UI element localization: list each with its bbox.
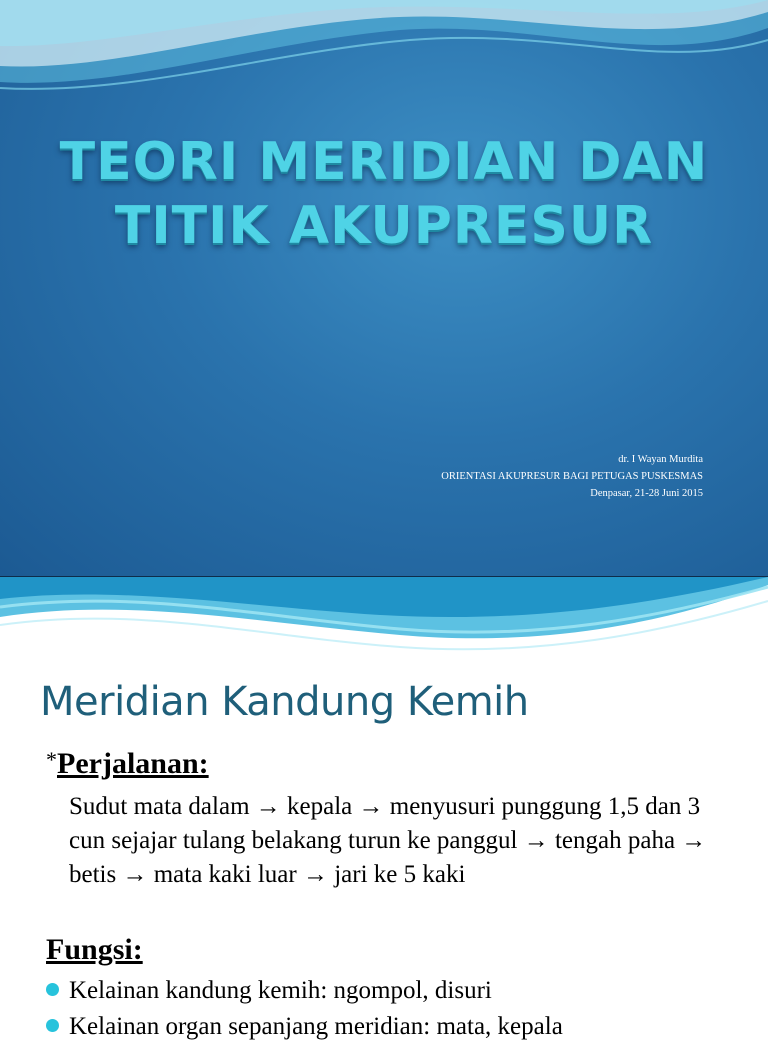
path-description: Sudut mata dalam → kepala → menyusuri punggung 1,5 dan 3 cun sejajar tulang belakang turun ke panggul → tengah paha → betis → mata kaki luar → jari ke 5 kaki — [69, 793, 707, 888]
bullet-icon — [46, 1019, 59, 1032]
slide-heading: Meridian Kandung Kemih — [40, 679, 529, 725]
presenter-info — [441, 451, 703, 502]
bullet-icon — [46, 983, 59, 996]
place-date: Denpasar, 21-28 Juni 2015 — [590, 488, 703, 499]
path-heading — [46, 747, 209, 781]
content-slide — [0, 577, 768, 1040]
list-item — [46, 977, 492, 1005]
title-line-1: TEORI MERIDIAN DAN — [59, 132, 709, 192]
event-name: ORIENTASI AKUPRESUR BAGI PETUGAS PUSKESMAS — [441, 471, 703, 482]
wave-decoration — [0, 577, 768, 667]
bullet-text: Kelainan organ sepanjang meridian: mata, kepala — [69, 1013, 563, 1040]
wave-decoration — [0, 0, 768, 110]
slide-title — [30, 130, 738, 258]
list-item — [46, 1013, 563, 1041]
title-line-2: TITIK AKUPRESUR — [114, 196, 654, 256]
bullet-text: Kelainan kandung kemih: ngompol, disuri — [69, 977, 492, 1004]
star-marker: * — [46, 747, 57, 772]
function-heading: Fungsi: — [46, 933, 143, 966]
author-name: dr. I Wayan Murdita — [618, 454, 703, 465]
path-heading-label: Perjalanan: — [57, 747, 209, 780]
